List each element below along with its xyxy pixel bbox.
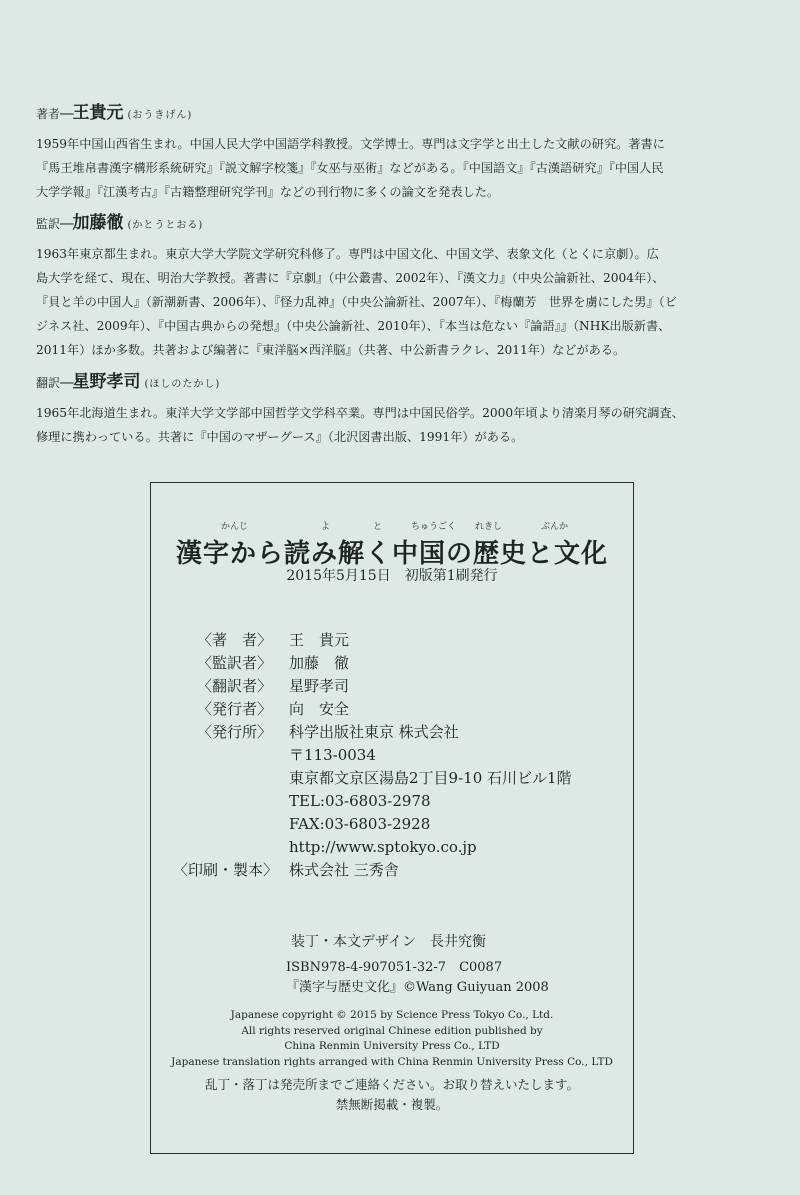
credit-label: 〈翻訳者〉 — [197, 677, 273, 695]
website-url: http://www.sptokyo.co.jp — [289, 838, 477, 856]
bio-line: 2011年）ほか多数。共著および編著に『東洋脳×西洋脳』（共著、中公新書ラクレ、2011年）などがある。 — [36, 343, 626, 357]
copyright-line: China Renmin University Press Co., LTD — [284, 1040, 500, 1052]
bio-name: 加藤徹 — [72, 213, 124, 233]
reprint-notice — [151, 1075, 633, 1115]
address: 東京都文京区湯島2丁目9-10 石川ビル1階 — [289, 769, 572, 787]
copyright-line: Japanese translation rights arranged with China Renmin University Press Co., LTD — [171, 1055, 613, 1068]
bio-line: ジネス社、2009年）、『中国古典からの発想』（中央公論新社、2010年）、『本当は危ない『論語』』（NHK出版新書、 — [36, 319, 671, 333]
credit-label: 〈発行所〉 — [197, 723, 273, 741]
credits-list — [173, 629, 572, 882]
bio-line: 修理に携わっている。共著に『中国のマザーグース』（北沢図書出版、1991年）がある。 — [36, 430, 524, 444]
translator-bio — [36, 372, 766, 449]
bio-reading: (おうきげん) — [127, 110, 193, 121]
bio-text — [36, 401, 766, 449]
bio-text — [36, 132, 766, 204]
ruby-text: れきし — [475, 522, 503, 532]
copyright-line: Japanese copyright © 2015 by Science Press Tokyo Co., Ltd. — [230, 1009, 554, 1021]
bio-line: 『馬王堆帛書漢字構形系統研究』『説文解字校箋』『女巫与巫術』などがある。『中国語文』『古漢語研究』『中国人民 — [36, 161, 664, 175]
postal-code: 〒113-0034 — [289, 746, 376, 764]
ruby-text: ちゅうごく — [411, 522, 457, 532]
credit-value: 王 貴元 — [289, 631, 350, 649]
credit-label: 〈監訳者〉 — [197, 654, 273, 672]
credit-row — [197, 721, 572, 744]
supervisor-bio — [36, 213, 766, 362]
credit-value: 加藤 徹 — [289, 654, 350, 672]
original-copyright: 『漢字与歴史文化』©Wang Guiyuan 2008 — [286, 980, 549, 995]
bio-line: 大学学報』『江漢考古』『古籍整理研究学刊』などの刊行物に多くの論文を発表した。 — [36, 185, 500, 199]
book-title: 漢字から読み解く中国の歴史と文化 — [175, 539, 608, 569]
ruby-text: ぶんか — [541, 522, 569, 532]
notice-line: 禁無断掲載・複製。 — [335, 1097, 449, 1112]
credit-row — [197, 629, 572, 652]
credit-value: 株式会社 三秀舎 — [289, 861, 399, 879]
bio-line: 1963年東京都生まれ。東京大学大学院文学研究科修了。専門は中国文化、中国文学、表象文化（とくに京劇）。広 — [36, 247, 659, 261]
bio-line: 『貝と羊の中国人』（新潮新書、2006年）、『怪力乱神』（中央公論新社、2007年）、『梅蘭芳 世界を虜にした男』（ビ — [36, 295, 677, 309]
ruby-text: よ — [321, 522, 331, 532]
credit-row — [197, 698, 572, 721]
bio-heading: 監訳──加藤徹 (かとうとおる) — [36, 213, 204, 233]
notice-line: 乱丁・落丁は発売所までご連絡ください。お取り替えいたします。 — [204, 1077, 579, 1092]
credit-row — [173, 859, 572, 882]
credit-value: 星野孝司 — [289, 677, 350, 695]
bio-name: 王貴元 — [72, 103, 124, 123]
bio-text — [36, 242, 766, 362]
bio-line: 1959年中国山西省生まれ。中国人民大学中国語学科教授。文学博士。専門は文字学と出土した文献の研究。著書に — [36, 137, 665, 151]
publication-date: 2015年5月15日 初版第1刷発行 — [286, 568, 498, 584]
bio-role: 翻訳 — [36, 376, 61, 390]
bio-reading: (ほしのたかし) — [144, 379, 221, 390]
fax: FAX:03-6803-2928 — [289, 815, 431, 833]
copyright-line: All rights reserved original Chinese edition published by — [241, 1024, 543, 1037]
ruby-text: かんじ — [221, 522, 249, 532]
bio-reading: (かとうとおる) — [127, 220, 204, 231]
telephone: TEL:03-6803-2978 — [289, 792, 431, 810]
credit-value: 向 安全 — [289, 700, 350, 718]
ruby-text: と — [373, 522, 383, 532]
credit-row — [197, 675, 572, 698]
isbn: ISBN978-4-907051-32-7 C0087 — [286, 960, 503, 975]
bio-line: 島大学を経て、現在、明治大学教授。著書に『京劇』（中公叢書、2002年）、『漢文力』（中央公論新社、2004年）、 — [36, 271, 665, 285]
bio-role: 著者 — [36, 107, 61, 121]
credit-row — [197, 652, 572, 675]
credit-label: 〈著 者〉 — [197, 631, 273, 649]
design-credit: 装丁・本文デザイン 長井究衡 — [291, 934, 487, 950]
bio-name: 星野孝司 — [72, 372, 141, 392]
isbn-block — [286, 958, 549, 998]
credit-value: 科学出版社東京 株式会社 — [289, 723, 459, 741]
credit-label: 〈印刷・製本〉 — [173, 861, 279, 879]
credit-label: 〈発行者〉 — [197, 700, 273, 718]
colophon-box — [150, 482, 634, 1154]
bio-role: 監訳 — [36, 217, 61, 231]
bio-heading: 翻訳──星野孝司 (ほしのたかし) — [36, 372, 221, 392]
bio-line: 1965年北海道生まれ。東洋大学文学部中国哲学文学科卒業。専門は中国民俗学。2000年頃より清楽月琴の研究調査、 — [36, 406, 684, 420]
author-bio — [36, 103, 766, 204]
copyright-notice — [151, 1008, 633, 1070]
bio-heading: 著者──王貴元 (おうきげん) — [36, 103, 193, 123]
